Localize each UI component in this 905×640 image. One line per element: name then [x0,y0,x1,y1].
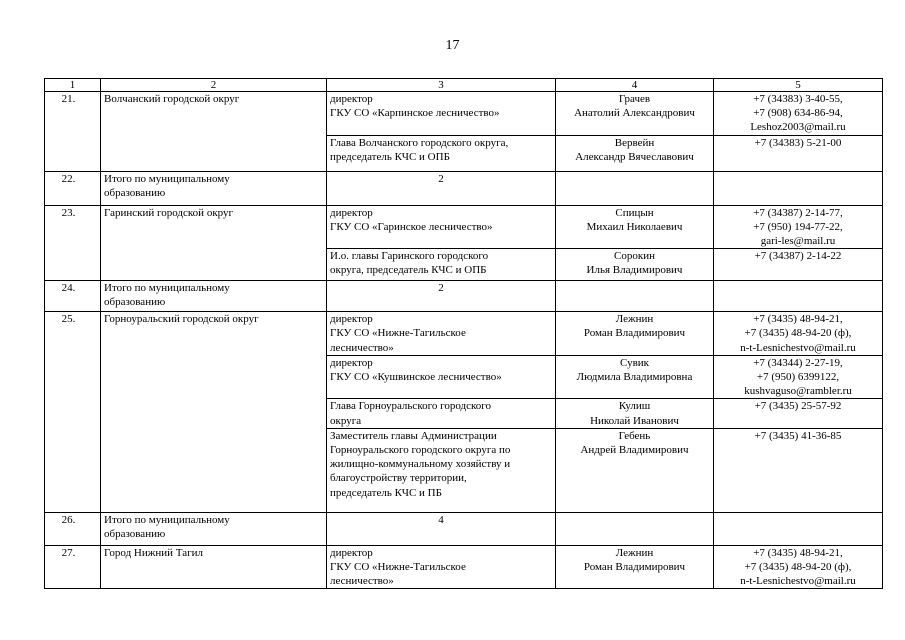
empty-cell [714,171,883,205]
total-label: Итого по муниципальному образованию [101,171,327,205]
column-header: 1 [45,79,101,92]
person-name-cell: Сувик Людмила Владимировна [556,355,714,399]
total-count: 4 [327,512,556,545]
total-row [45,171,883,205]
empty-cell [556,512,714,545]
contacts-cell: +7 (34387) 2-14-22 [714,249,883,281]
total-row [45,281,883,312]
position-cell: директор ГКУ СО «Кушвинское лесничество» [327,355,556,399]
empty-cell [714,281,883,312]
total-label: Итого по муниципальному образованию [101,281,327,312]
person-name-cell: Лежнин Роман Владимирович [556,312,714,356]
row-number: 27. [45,545,101,589]
person-name-cell: Спицын Михаил Николаевич [556,205,714,249]
row-number: 24. [45,281,101,312]
table-row [45,545,883,589]
total-count: 2 [327,281,556,312]
row-number: 23. [45,205,101,281]
column-number-header [45,79,883,92]
table-row [45,92,883,136]
municipality-name: Город Нижний Тагил [101,545,327,589]
column-header: 2 [101,79,327,92]
contacts-cell: +7 (3435) 48-94-21, +7 (3435) 48-94-20 (ф), n-t-Lesnichestvo@mail.ru [714,312,883,356]
total-row [45,512,883,545]
position-cell: Глава Волчанского городского округа, председатель КЧС и ОПБ [327,135,556,171]
position-cell: Заместитель главы Администрации Горноуральского городского округа по жилищно-коммунальному хозяйству и благоустройству территории, председатель КЧС и ПБ [327,428,556,512]
contacts-cell: +7 (34383) 3-40-55, +7 (908) 634-86-94, Leshoz2003@mail.ru [714,92,883,136]
column-header: 3 [327,79,556,92]
row-number: 26. [45,512,101,545]
position-cell: И.о. главы Гаринского городского округа, председатель КЧС и ОПБ [327,249,556,281]
responsible-persons-table [44,78,883,589]
row-number: 22. [45,171,101,205]
person-name-cell: Кулиш Николай Иванович [556,399,714,428]
person-name-cell: Вервейн Александр Вячеславович [556,135,714,171]
municipality-name: Волчанский городской округ [101,92,327,172]
page-number: 17 [445,38,460,53]
column-header: 4 [556,79,714,92]
position-cell: Глава Горноуральского городского округа [327,399,556,428]
position-cell: директор ГКУ СО «Гаринское лесничество» [327,205,556,249]
empty-cell [556,281,714,312]
contacts-cell: +7 (3435) 41-36-85 [714,428,883,512]
person-name-cell: Лежнин Роман Владимирович [556,545,714,589]
row-number: 25. [45,312,101,513]
person-name-cell: Гебень Андрей Владимирович [556,428,714,512]
total-label: Итого по муниципальному образованию [101,512,327,545]
table-row [45,312,883,356]
position-cell: директор ГКУ СО «Карпинское лесничество» [327,92,556,136]
position-cell: директор ГКУ СО «Нижне-Тагильское лесничество» [327,312,556,356]
empty-cell [714,512,883,545]
contacts-cell: +7 (3435) 48-94-21, +7 (3435) 48-94-20 (ф), n-t-Lesnichestvo@mail.ru [714,545,883,589]
contacts-cell: +7 (34387) 2-14-77, +7 (950) 194-77-22, gari-les@mail.ru [714,205,883,249]
column-header: 5 [714,79,883,92]
empty-cell [556,171,714,205]
municipality-name: Гаринский городской округ [101,205,327,281]
contacts-cell: +7 (34344) 2-27-19, +7 (950) 6399122, kushvaguso@rambler.ru [714,355,883,399]
position-cell: директор ГКУ СО «Нижне-Тагильское лесничество» [327,545,556,589]
total-count: 2 [327,171,556,205]
contacts-cell: +7 (3435) 25-57-92 [714,399,883,428]
table-row [45,205,883,249]
person-name-cell: Грачев Анатолий Александрович [556,92,714,136]
municipality-name: Горноуральский городской округ [101,312,327,513]
row-number: 21. [45,92,101,172]
contacts-cell: +7 (34383) 5-21-00 [714,135,883,171]
person-name-cell: Сорокин Илья Владимирович [556,249,714,281]
